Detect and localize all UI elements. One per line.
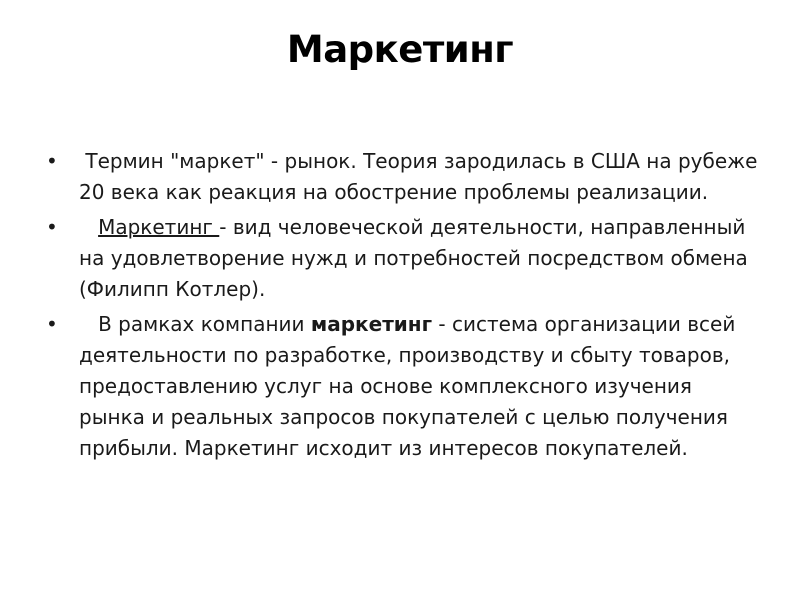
bullet-text-pre: В рамках компании [79,312,311,336]
bullet-item-term-definition [40,146,764,208]
bullet-item-company-definition [40,309,760,464]
bullet-item-kotler-definition [40,212,760,305]
underlined-term: Маркетинг [98,215,220,239]
bullet-text: - система организации всей деятельности по разработке, производству и сбыту товаров, предоставлению услуг на основе комплексного изучения рынка и реальных запросов покупателей с целью получения прибыли. Маркетинг исходит из интересов покупателей. [79,312,736,460]
bullet-list [40,146,764,468]
bullet-marker: • [46,312,58,336]
bullet-text: - вид человеческой деятельности, направленный на удовлетворение нужд и потребностей посредством обмена (Филипп Котлер). [79,215,748,301]
bullet-marker: • [46,215,58,239]
slide-title: Маркетинг [286,28,514,71]
bold-term: маркетинг [310,312,433,336]
bullet-indent [79,215,98,239]
bullet-marker: • [46,149,58,173]
bullet-text: Термин "маркет" - рынок. Теория зародилась в США на рубеже 20 века как реакция на обострение проблемы реализации. [79,149,764,204]
